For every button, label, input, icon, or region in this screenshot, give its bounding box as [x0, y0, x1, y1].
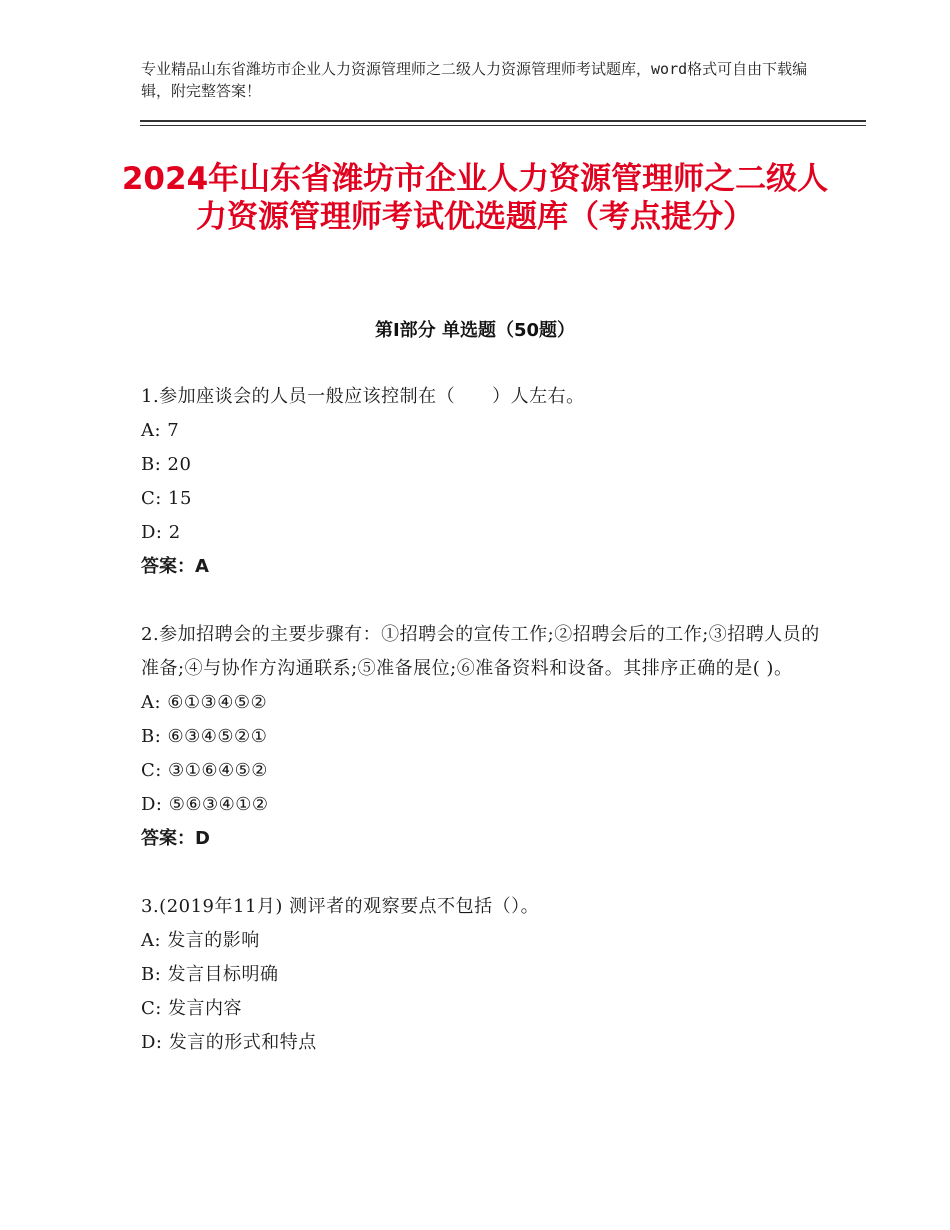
option-b: B: 发言目标明确 [141, 964, 279, 985]
question-3 [141, 890, 821, 1060]
answer: 答案：D [141, 828, 210, 849]
section-title: 第Ⅰ部分 单选题（50题） [374, 320, 575, 341]
option-a: A: ⑥①③④⑤② [141, 692, 268, 713]
header-note: 专业精品山东省潍坊市企业人力资源管理师之二级人力资源管理师考试题库，word格式可自由下载编辑，附完整答案！ [141, 60, 808, 100]
option-b: B: ⑥③④⑤②① [141, 726, 268, 747]
header-rule-thin [140, 125, 866, 126]
option-d: D: ⑤⑥③④①② [141, 794, 269, 815]
question-stem: 1.参加座谈会的人员一般应该控制在（ ）人左右。 [141, 386, 585, 407]
document-title: 2024年山东省潍坊市企业人力资源管理师之二级人力资源管理师考试优选题库（考点提分） [121, 161, 829, 235]
answer: 答案：A [141, 556, 209, 577]
header-rule-thick [140, 120, 866, 122]
option-c: C: 15 [141, 488, 192, 509]
question-1 [141, 380, 821, 584]
question-list [141, 380, 821, 1094]
question-stem: 3.(2019年11月) 测评者的观察要点不包括（）。 [141, 896, 540, 917]
option-d: D: 2 [141, 522, 181, 543]
option-c: C: 发言内容 [141, 998, 243, 1019]
option-c: C: ③①⑥④⑤② [141, 760, 268, 781]
option-a: A: 7 [141, 420, 180, 441]
question-2 [141, 618, 821, 856]
option-b: B: 20 [141, 454, 192, 475]
option-a: A: 发言的影响 [141, 930, 260, 951]
question-stem: 2.参加招聘会的主要步骤有：①招聘会的宣传工作;②招聘会后的工作;③招聘人员的准备;④与协作方沟通联系;⑤准备展位;⑥准备资料和设备。其排序正确的是( )。 [141, 624, 820, 679]
option-d: D: 发言的形式和特点 [141, 1032, 317, 1053]
